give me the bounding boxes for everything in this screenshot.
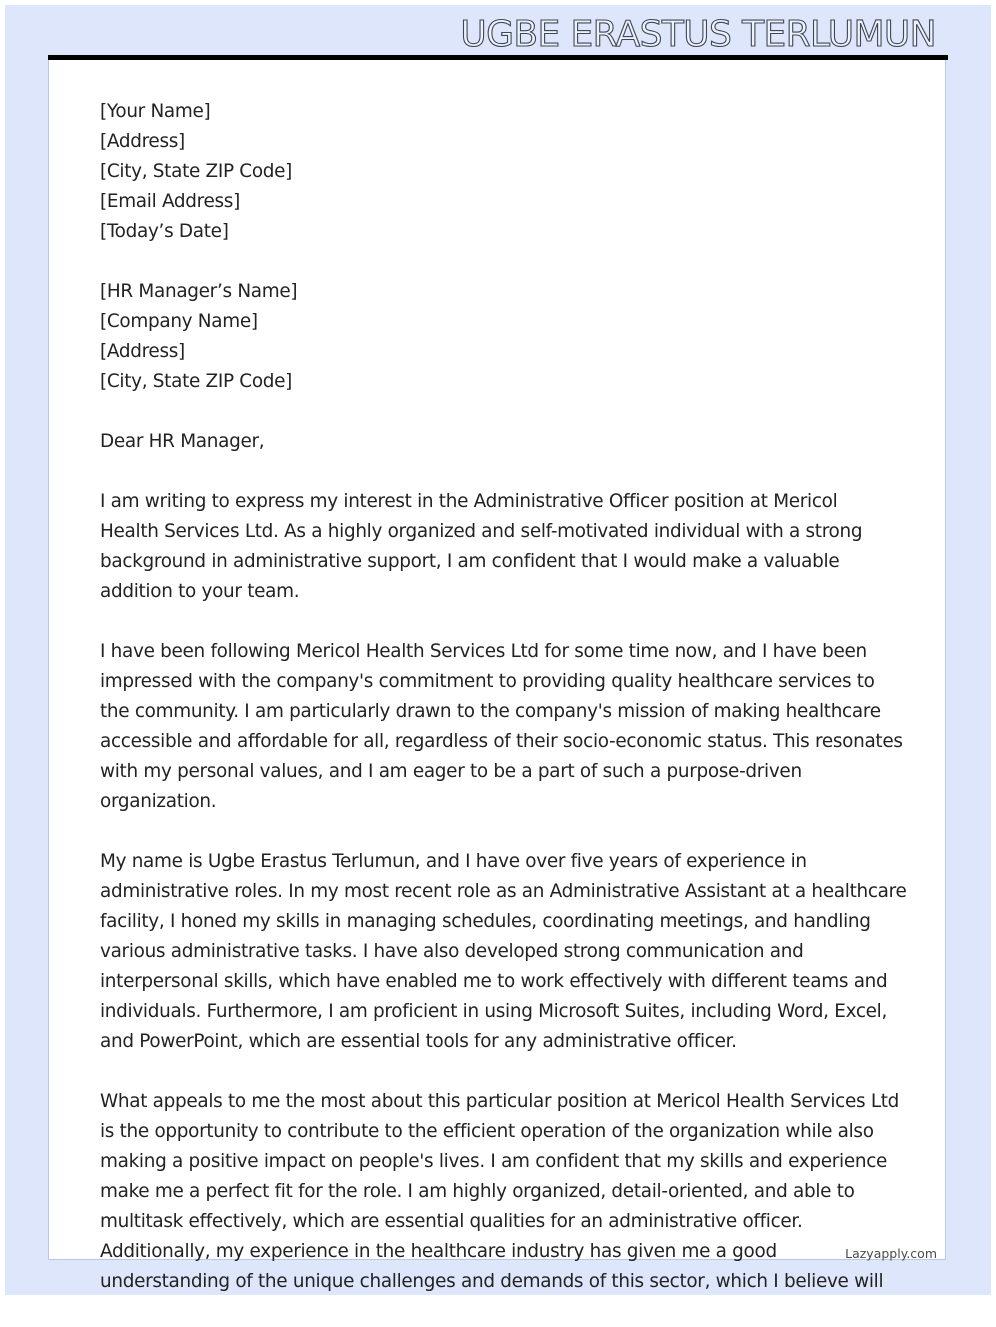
recipient-city-state-zip: [City, State ZIP Code] bbox=[100, 371, 293, 392]
paragraph-line: facility, I honed my skills in managing schedules, coordinating meetings, and handling bbox=[100, 911, 871, 932]
paragraph-line: multitask effectively, which are essential qualities for an administrative officer. bbox=[100, 1211, 803, 1232]
paragraph-line: I am writing to express my interest in the Administrative Officer position at Mericol bbox=[100, 491, 838, 512]
paragraph-line: making a positive impact on people's lives. I am confident that my skills and experience bbox=[100, 1151, 888, 1172]
sender-name: [Your Name] bbox=[100, 101, 211, 122]
paragraph-line: with my personal values, and I am eager to be a part of such a purpose-driven bbox=[100, 761, 802, 782]
paragraph-line: various administrative tasks. I have also developed strong communication and bbox=[100, 941, 804, 962]
paragraph-line: My name is Ugbe Erastus Terlumun, and I have over five years of experience in bbox=[100, 851, 807, 872]
paragraph-line: addition to your team. bbox=[100, 581, 300, 602]
paragraph-line: Additionally, my experience in the healthcare industry has given me a good bbox=[100, 1241, 777, 1262]
paragraph-line: background in administrative support, I am confident that I would make a valuable bbox=[100, 551, 840, 572]
paragraph-line: understanding of the unique challenges and demands of this sector, which I believe will bbox=[100, 1271, 884, 1292]
paragraph-motivation bbox=[100, 1087, 900, 1297]
paragraph-line: and PowerPoint, which are essential tools for any administrative officer. bbox=[100, 1031, 737, 1052]
paragraph-intro bbox=[100, 487, 894, 607]
paragraph-line: Health Services Ltd. As a highly organized and self-motivated individual with a strong bbox=[100, 521, 863, 542]
paragraph-line: the community. I am particularly drawn to the company's mission of making healthcare bbox=[100, 701, 881, 722]
salutation bbox=[100, 427, 894, 457]
sender-block bbox=[100, 97, 894, 247]
paragraph-line: organization. bbox=[100, 791, 217, 812]
paragraph-line: I have been following Mericol Health Services Ltd for some time now, and I have been bbox=[100, 641, 867, 662]
recipient-block bbox=[100, 277, 894, 397]
paragraph-line: impressed with the company's commitment to providing quality healthcare services to bbox=[100, 671, 875, 692]
sender-city-state-zip: [City, State ZIP Code] bbox=[100, 161, 293, 182]
paragraph-line: accessible and affordable for all, regardless of their socio-economic status. This resonates bbox=[100, 731, 903, 752]
paragraph-company-interest bbox=[100, 637, 903, 817]
letter-body bbox=[100, 97, 907, 1327]
recipient-address: [Address] bbox=[100, 341, 185, 362]
applicant-name-heading: UGBE ERASTUS TERLUMUN bbox=[460, 14, 936, 55]
recipient-company: [Company Name] bbox=[100, 311, 258, 332]
watermark-lazyapply: Lazyapply.com bbox=[845, 1246, 937, 1261]
paragraph-line: administrative roles. In my most recent role as an Administrative Assistant at a healthcare bbox=[100, 881, 907, 902]
paragraph-line: is the opportunity to contribute to the efficient operation of the organization while also bbox=[100, 1121, 874, 1142]
salutation-text: Dear HR Manager, bbox=[100, 431, 265, 452]
sender-address: [Address] bbox=[100, 131, 185, 152]
sender-email: [Email Address] bbox=[100, 191, 240, 212]
recipient-name: [HR Manager’s Name] bbox=[100, 281, 298, 302]
paragraph-line: What appeals to me the most about this particular position at Mericol Health Services Ltd bbox=[100, 1091, 900, 1112]
paragraph-line: make me a perfect fit for the role. I am highly organized, detail-oriented, and able to bbox=[100, 1181, 855, 1202]
paragraph-experience bbox=[100, 847, 907, 1057]
paragraph-line: individuals. Furthermore, I am proficient in using Microsoft Suites, including Word, Excel, bbox=[100, 1001, 888, 1022]
paragraph-line: interpersonal skills, which have enabled me to work effectively with different teams and bbox=[100, 971, 888, 992]
letter-date: [Today’s Date] bbox=[100, 221, 229, 242]
